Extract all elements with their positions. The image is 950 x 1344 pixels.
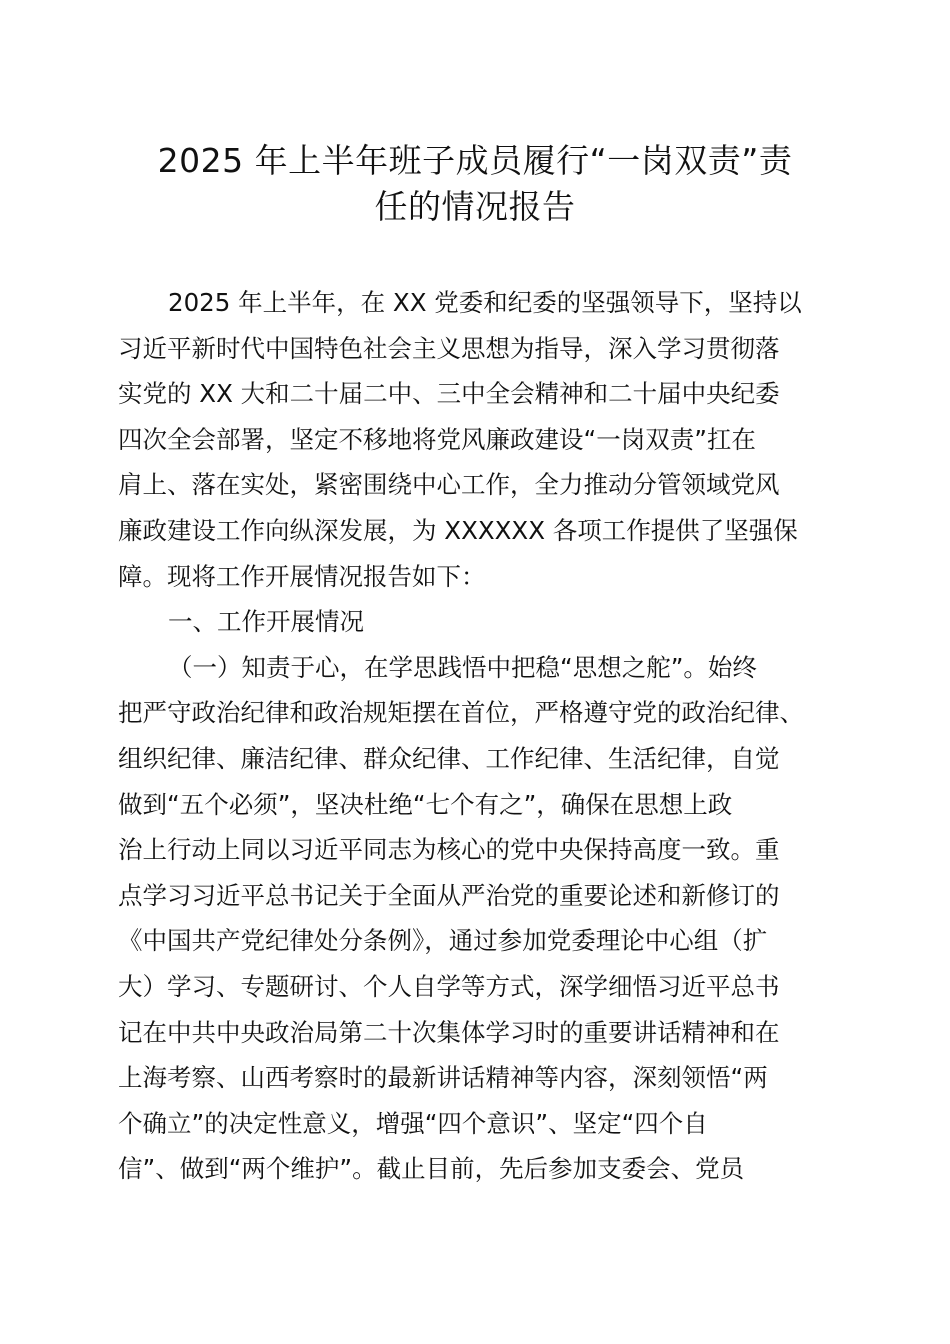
title-line-1: 2025 年上半年班子成员履行“一岗双责”责 xyxy=(157,141,793,180)
paragraph-section-1-line: 组织纪律、廉洁纪律、群众纪律、工作纪律、生活纪律，自觉 xyxy=(118,743,780,773)
section-heading: 一、工作开展情况 xyxy=(168,607,364,637)
paragraph-section-1-line: （一）知责于心，在学思践悟中把稳“思想之舵”。始终 xyxy=(168,652,757,682)
paragraph-intro-line: 障。现将工作开展情况报告如下： xyxy=(118,561,486,591)
document-title xyxy=(110,138,840,230)
paragraph-section-1-line: 治上行动上同以习近平同志为核心的党中央保持高度一致。重 xyxy=(118,835,780,865)
paragraph-section-1-line: 《中国共产党纪律处分条例》，通过参加党委理论中心组（扩 xyxy=(118,926,768,956)
paragraph-section-1-line: 把严守政治纪律和政治规矩摆在首位，严格遵守党的政治纪律、 xyxy=(118,698,804,728)
paragraph-intro-line: 四次全会部署，坚定不移地将党风廉政建设“一岗双责”扛在 xyxy=(118,424,756,454)
paragraph-section-1-line: 做到“五个必须”，坚决杜绝“七个有之”，确保在思想上政 xyxy=(118,789,733,819)
paragraph-intro-line: 实党的 XX 大和二十届二中、三中全会精神和二十届中央纪委 xyxy=(118,379,780,409)
paragraph-intro-line: 2025 年上半年，在 XX 党委和纪委的坚强领导下，坚持以 xyxy=(168,288,802,317)
document-body xyxy=(118,280,838,1192)
paragraph-intro-line: 习近平新时代中国特色社会主义思想为指导，深入学习贯彻落 xyxy=(118,333,780,363)
paragraph-section-1-line: 记在中共中央政治局第二十次集体学习时的重要讲话精神和在 xyxy=(118,1017,780,1047)
paragraph-section-1-line: 个确立”的决定性意义，增强“四个意识”、坚定“四个自 xyxy=(118,1108,708,1138)
paragraph-intro-line: 肩上、落在实处，紧密围绕中心工作，全力推动分管领域党风 xyxy=(118,470,780,500)
paragraph-intro-line: 廉政建设工作向纵深发展，为 XXXXXX 各项工作提供了坚强保 xyxy=(118,515,798,545)
paragraph-section-1-line: 大）学习、专题研讨、个人自学等方式，深学细悟习近平总书 xyxy=(118,971,780,1001)
paragraph-section-1-line: 点学习习近平总书记关于全面从严治党的重要论述和新修订的 xyxy=(118,880,780,910)
paragraph-section-1-line: 信”、做到“两个维护”。截止目前，先后参加支委会、党员 xyxy=(118,1154,745,1184)
title-line-2: 任的情况报告 xyxy=(374,187,576,226)
paragraph-section-1-line: 上海考察、山西考察时的最新讲话精神等内容，深刻领悟“两 xyxy=(118,1063,768,1093)
